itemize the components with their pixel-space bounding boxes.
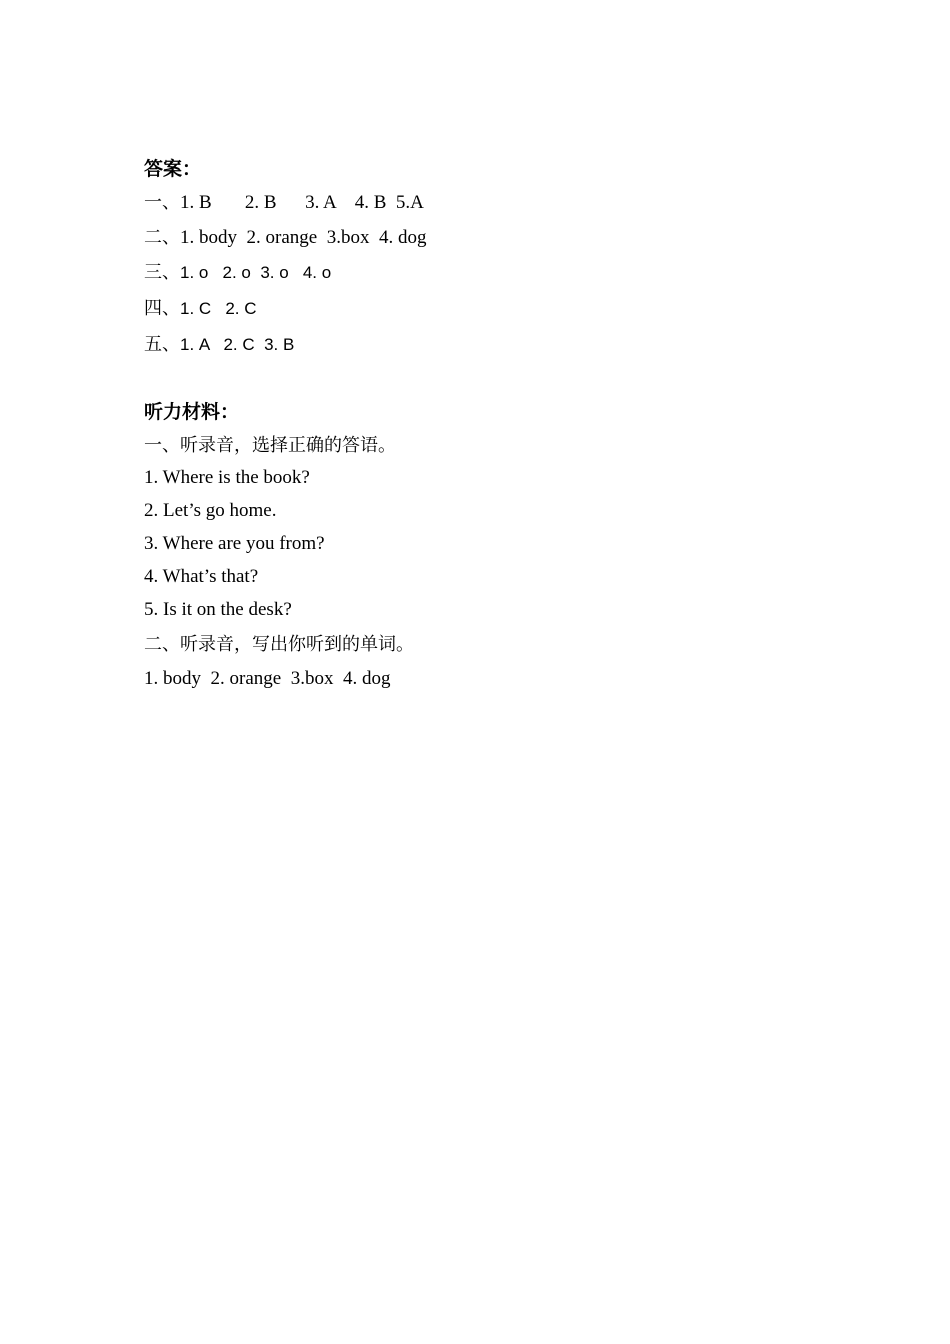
answer-row-1 [144,191,424,215]
answer-row-3-prefix: 三、 [144,262,180,283]
answer-row-3 [144,261,331,285]
listening-section-1-title: 一、听录音，选择正确的答语。 [144,435,396,456]
answer-row-2 [144,226,426,250]
listening-section-2-words: 1. body 2. orange 3.box 4. dog [144,668,391,689]
answer-row-2-text: 1. body 2. orange 3.box 4. dog [180,227,427,248]
answer-row-1-prefix: 一、 [144,192,180,213]
answer-row-5-prefix: 五、 [144,334,180,355]
answer-row-5 [144,333,294,357]
listening-item-4: 4. What’s that? [144,566,259,587]
answer-row-4-text: 1. C 2. C [180,299,257,318]
listening-item-2: 2. Let’s go home. [144,500,277,521]
answer-row-4 [144,297,257,321]
answer-row-1-text: 1. B 2. B 3. A 4. B 5.A [180,192,424,213]
listening-item-5: 5. Is it on the desk? [144,599,292,620]
answers-heading: 答案： [144,159,202,180]
answer-row-4-prefix: 四、 [144,298,180,319]
answer-row-5-text: 1. A 2. C 3. B [180,335,295,354]
listening-item-3: 3. Where are you from? [144,533,325,554]
listening-item-1: 1. Where is the book? [144,467,310,488]
listening-heading: 听力材料： [144,402,240,423]
answer-row-3-text: 1. o 2. o 3. o 4. o [180,263,332,282]
answer-row-2-prefix: 二、 [144,227,180,248]
listening-section-2-title: 二、听录音，写出你听到的单词。 [144,634,414,655]
